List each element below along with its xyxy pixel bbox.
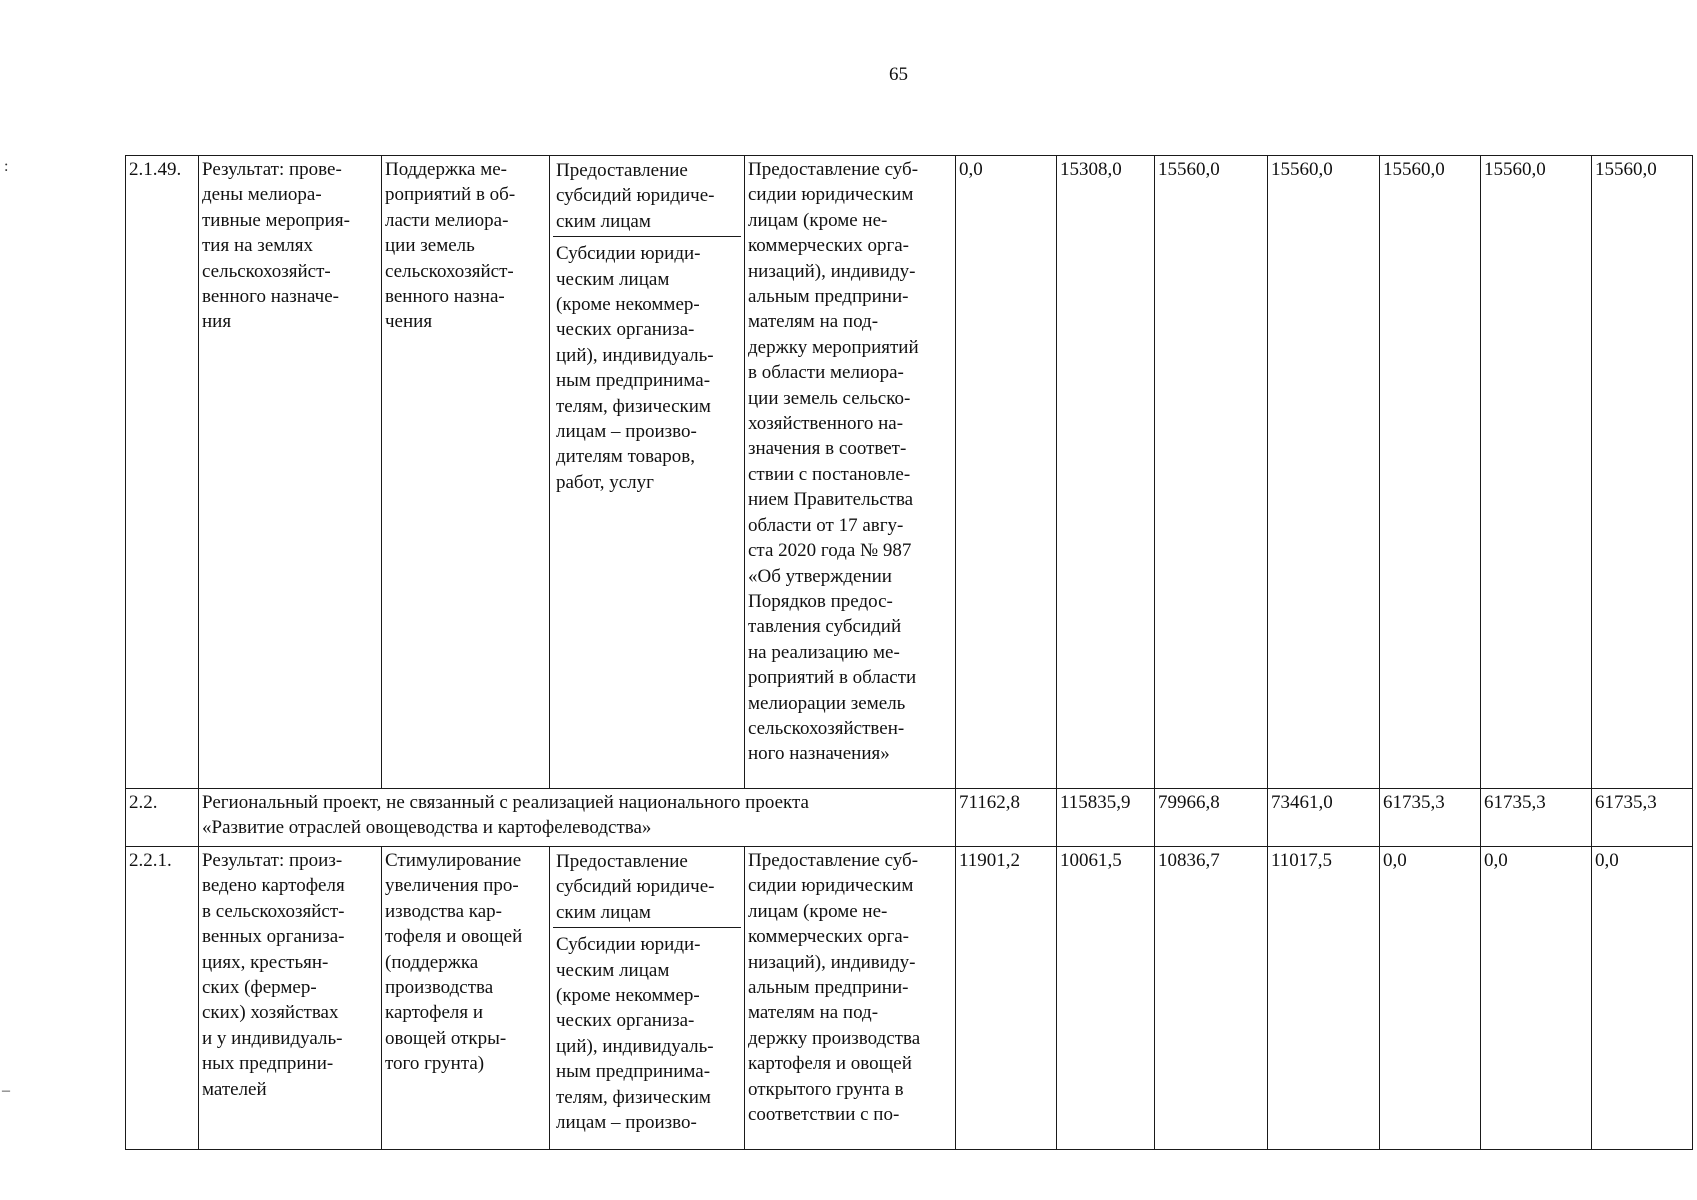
result-cell: Результат: прове- дены мелиора- тивные мероприя- тия на землях сельскохозяйст- венного назначе- ния xyxy=(199,156,382,789)
value-cell: 0,0 xyxy=(956,156,1057,789)
row-code: 2.2.1. xyxy=(126,847,199,1150)
value-cell: 10061,5 xyxy=(1057,847,1155,1150)
value-cell: 15560,0 xyxy=(1268,156,1380,789)
table-row xyxy=(126,156,1693,789)
value-cell: 61735,3 xyxy=(1592,789,1693,847)
budget-table xyxy=(125,155,1693,1150)
value-cell: 61735,3 xyxy=(1380,789,1481,847)
result-cell: Результат: произ- ведено картофеля в сельскохозяйст- венных организа- циях, крестьян- ских (фермер- ских) хозяйствах и у индивидуаль- ных предприни- мателей xyxy=(199,847,382,1150)
direction-label: Предоставление субсидий юридиче- ским лицам xyxy=(553,848,741,928)
margin-colon-mark: : xyxy=(4,158,9,175)
value-cell: 11017,5 xyxy=(1268,847,1380,1150)
value-cell: 15560,0 xyxy=(1592,156,1693,789)
direction-label: Предоставление субсидий юридиче- ским лицам xyxy=(553,157,741,237)
table-row xyxy=(126,789,1693,847)
value-cell: 15308,0 xyxy=(1057,156,1155,789)
measure-cell: Стимулирование увеличения про- изводства кар- тофеля и овощей (поддержка производства картофеля и овощей откры- того грунта) xyxy=(382,847,550,1150)
value-cell: 73461,0 xyxy=(1268,789,1380,847)
value-cell: 15560,0 xyxy=(1155,156,1268,789)
direction-detail: Субсидии юриди- ческим лицам (кроме некоммер- ческих организа- ций), индивидуаль- ным предпринима- телям, физическим лицам – произво- дителям товаров, работ, услуг xyxy=(556,243,714,493)
measure-cell: Поддержка ме- роприятий в об- ласти мелиора- ции земель сельскохозяйст- венного назна- чения xyxy=(382,156,550,789)
value-cell: 61735,3 xyxy=(1481,789,1592,847)
row-code: 2.1.49. xyxy=(126,156,199,789)
row-code: 2.2. xyxy=(126,789,199,847)
basis-cell: Предоставление суб- сидии юридическим лицам (кроме не- коммерческих орга- низаций), индивиду- альным предприни- мателям на под- держку производства картофеля и овощей открытого грунта в соответствии с по- xyxy=(745,847,956,1150)
value-cell: 0,0 xyxy=(1481,847,1592,1150)
value-cell: 71162,8 xyxy=(956,789,1057,847)
value-cell: 15560,0 xyxy=(1380,156,1481,789)
value-cell: 79966,8 xyxy=(1155,789,1268,847)
value-cell: 10836,7 xyxy=(1155,847,1268,1150)
value-cell: 11901,2 xyxy=(956,847,1057,1150)
direction-detail: Субсидии юриди- ческим лицам (кроме некоммер- ческих организа- ций), индивидуаль- ным предпринима- телям, физическим лицам – произво- xyxy=(556,934,714,1134)
basis-cell: Предоставление суб- сидии юридическим лицам (кроме не- коммерческих орга- низаций), индивиду- альным предприни- мателям на под- держку мероприятий в области мелиора- ции земель сельско- хозяйственного на- значения в соответ- ствии с постановле- нием Правительства области от 17 авгу- ста 2020 года № 987 «Об утверждении Порядков предос- тавления субсидий на реализацию ме- роприятий в области мелиорации земель сельскохозяйствен- ного назначения» xyxy=(745,156,956,789)
direction-cell xyxy=(550,847,745,1150)
page-number: 65 xyxy=(889,64,908,85)
margin-dash-mark: – xyxy=(2,1082,10,1099)
value-cell: 115835,9 xyxy=(1057,789,1155,847)
project-title-cell: Региональный проект, не связанный с реализацией национального проекта «Развитие отраслей овощеводства и картофелеводства» xyxy=(199,789,956,847)
table-row xyxy=(126,847,1693,1150)
value-cell: 0,0 xyxy=(1592,847,1693,1150)
value-cell: 15560,0 xyxy=(1481,156,1592,789)
value-cell: 0,0 xyxy=(1380,847,1481,1150)
direction-cell xyxy=(550,156,745,789)
